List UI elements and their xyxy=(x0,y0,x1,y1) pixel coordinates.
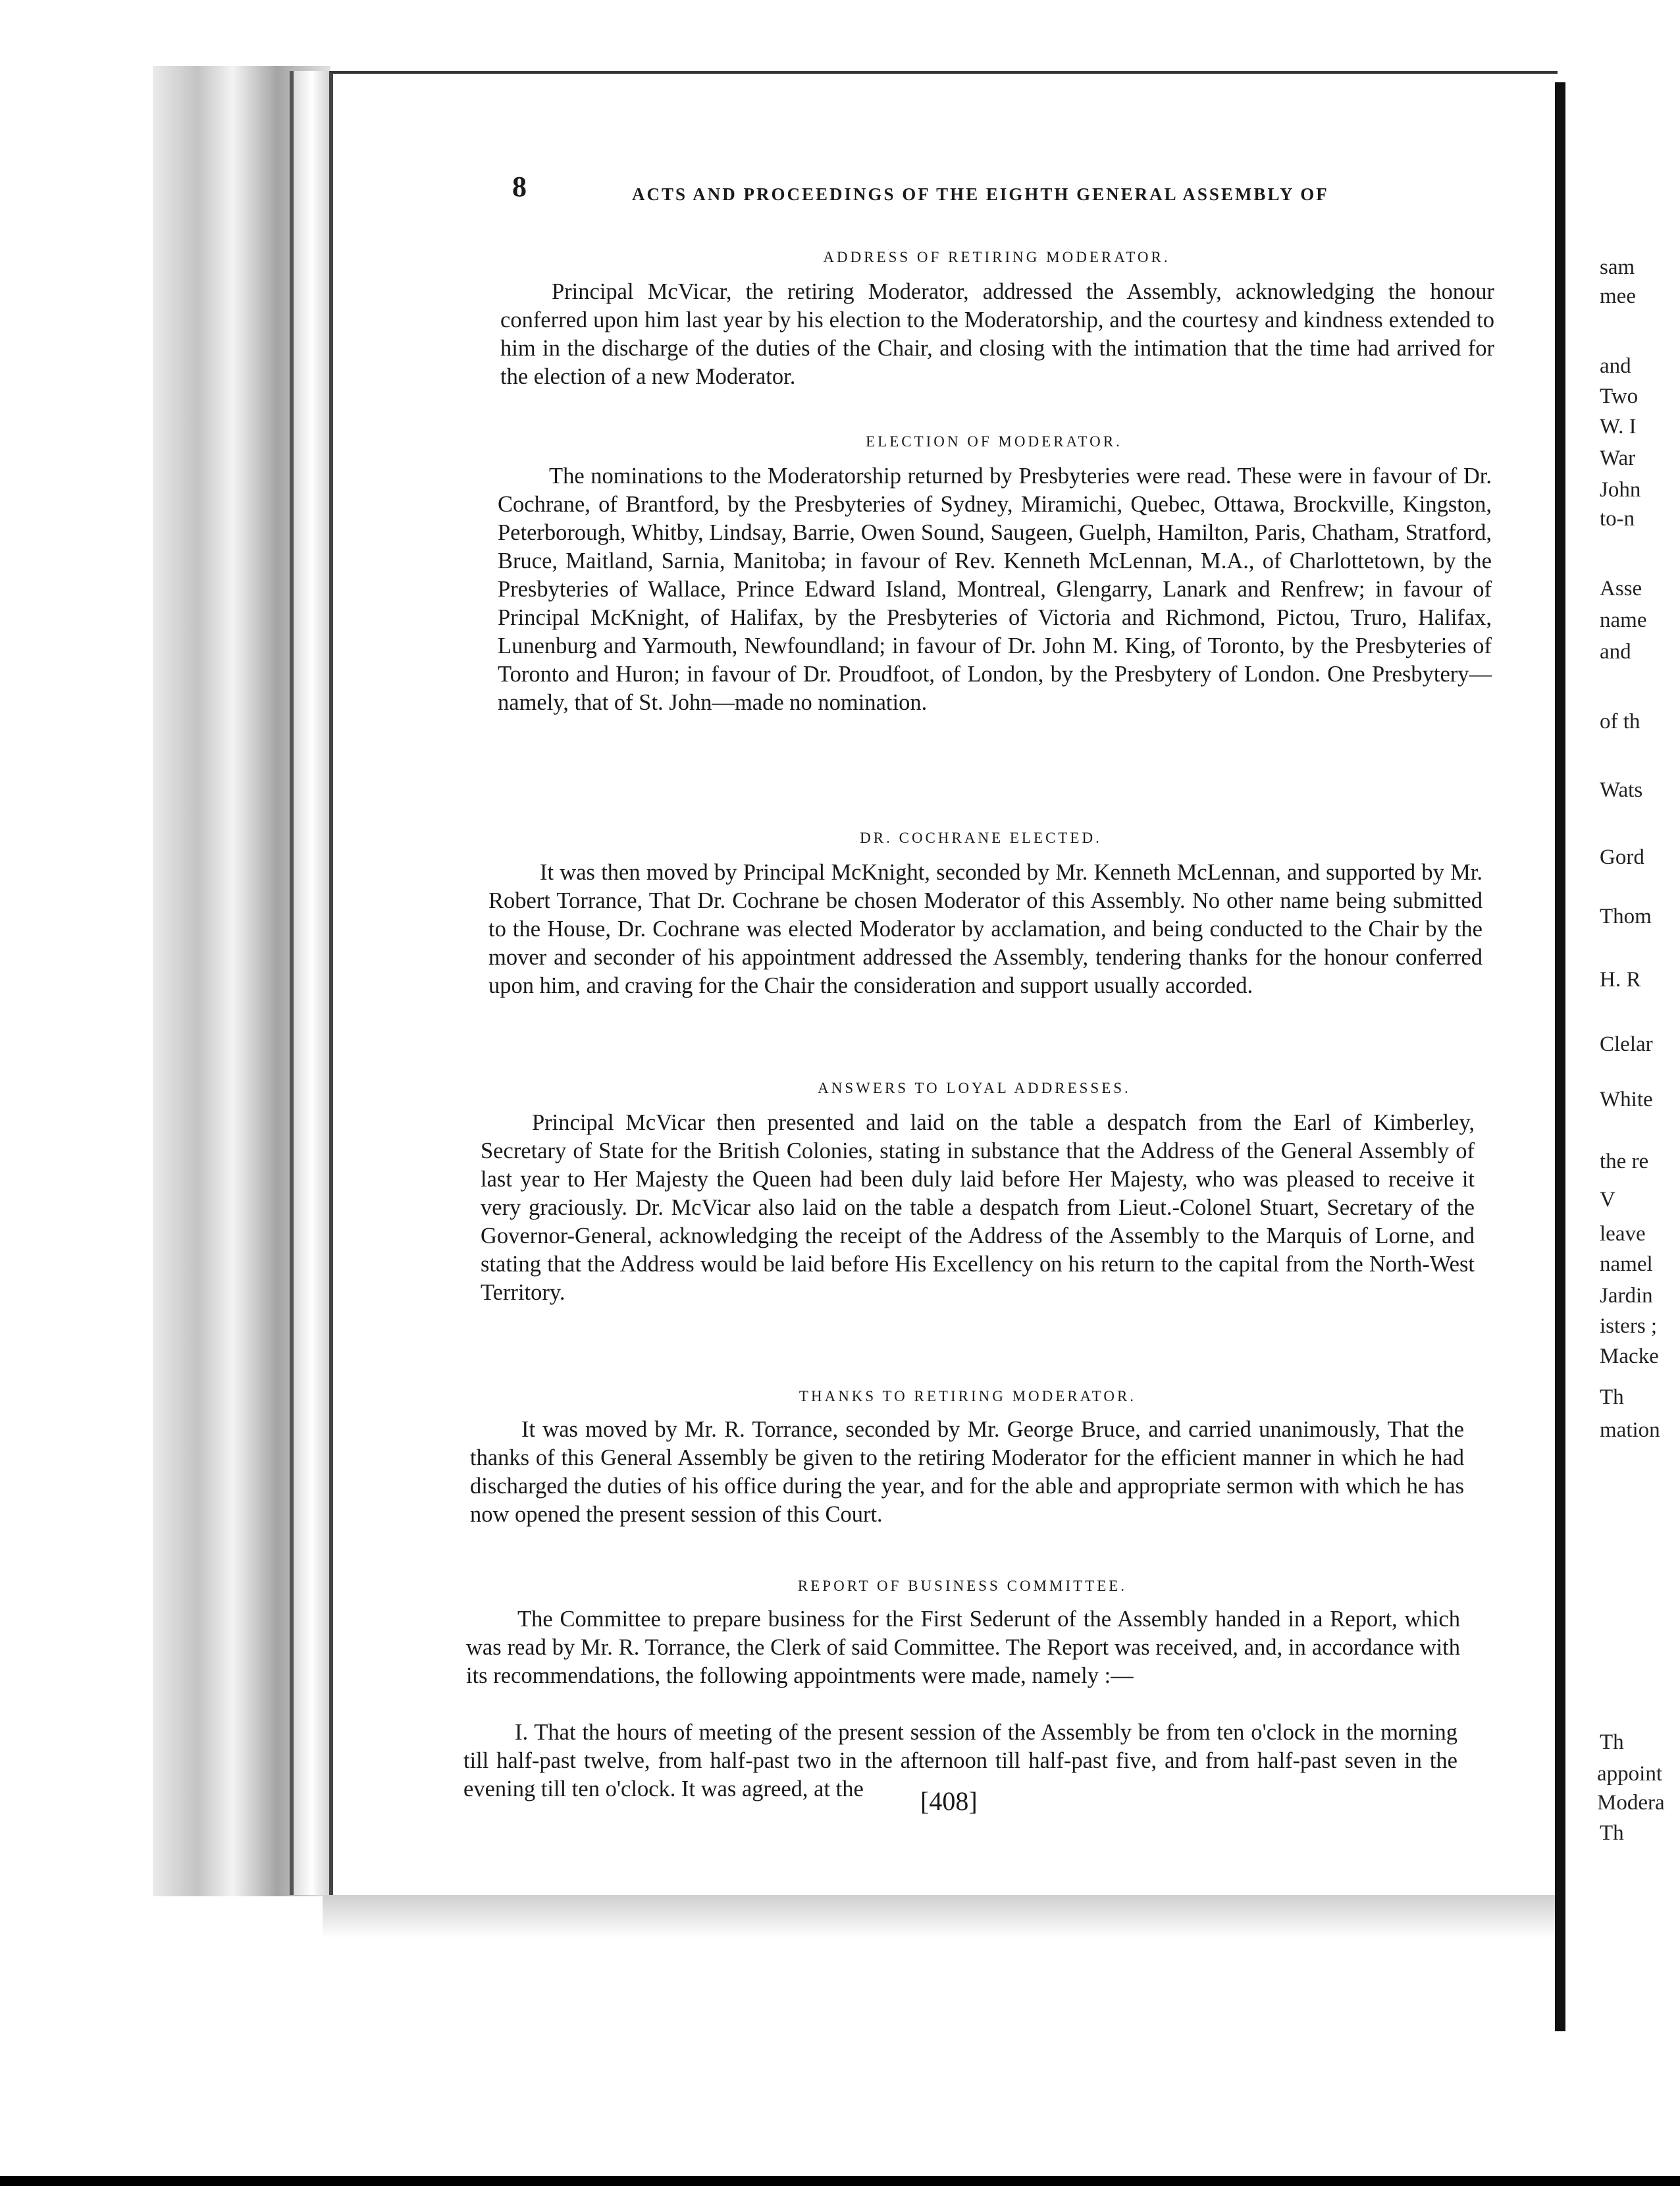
page-divider xyxy=(1555,82,1565,2031)
section-paragraph: The nominations to the Moderatorship returned by Presbyteries were read. These were in favour of Dr. Cochrane, of Brantford, by the Presbyteries of Sydney, Miramichi, Quebec, Ottawa, Brockville, Kingston, Peterborough, Whitby, Lindsay, Barrie, Owen Sound, Saugeen, Guelph, Hamilton, Paris, Chatham, Stratford, Bruce, Maitland, Sarnia, Manitoba; in favour of Rev. Kenneth McLennan, M.A., of Charlottetown, by the Presbyteries of Wallace, Prince Edward Island, Montreal, Glengarry, Lanark and Renfrew; in favour of Principal McKnight, of Halifax, by the Presbyteries of Victoria and Richmond, Pictou, Truro, Halifax, Lunenburg and Yarmouth, Newfoundland; in favour of Dr. John M. King, of Toronto, by the Presbyteries of Toronto and Huron; in favour of Dr. Proudfoot, of London, by the Presbytery of London. One Presbytery—namely, that of St. John—made no nomination. xyxy=(498,464,1492,715)
adjacent-page-fragment: W. I xyxy=(1600,415,1637,439)
section-heading: DR. COCHRANE ELECTED. xyxy=(860,830,1102,846)
adjacent-page-fragment: Th xyxy=(1600,1821,1624,1845)
section-heading: ANSWERS TO LOYAL ADDRESSES. xyxy=(818,1080,1131,1096)
adjacent-page-fragment: White xyxy=(1600,1088,1653,1111)
section-heading: THANKS TO RETIRING MODERATOR. xyxy=(799,1388,1137,1404)
adjacent-page-fragment: Modera xyxy=(1597,1791,1665,1815)
section-paragraph: The Committee to prepare business for the First Sederunt of the Assembly handed in a Report, which was read by Mr. R. Torrance, the Clerk of said Committee. The Report was received, and, in accordance with its recommendations, the following appointments were made, namely :— xyxy=(466,1607,1460,1688)
adjacent-page-fragment: the re xyxy=(1600,1150,1649,1173)
adjacent-page-fragment: Thom xyxy=(1600,905,1652,928)
folio-number: [408] xyxy=(920,1786,978,1816)
section-heading: REPORT OF BUSINESS COMMITTEE. xyxy=(797,1578,1128,1594)
adjacent-page-fragment: sam xyxy=(1600,255,1635,279)
adjacent-page-fragment: Jardin xyxy=(1600,1284,1653,1308)
section-paragraph: Principal McVicar then presented and laid on the table a despatch from the Earl of Kimberley, Secretary of State for the British Colonies, stating in substance that the Address of the General Assembly of last year to Her Majesty the Queen had been duly laid before Her Majesty, who was pleased to receive it very graciously. Dr. McVicar also laid on the table a despatch from Lieut.-Colonel Stuart, Secretary of the Governor-General, acknowledging the receipt of the Address of the Assembly to the Marquis of Lorne, and stating that the Address would be laid before His Excellency on his return to the capital from the North-West Territory. xyxy=(481,1110,1475,1305)
adjacent-page-fragment: Wats xyxy=(1600,778,1643,802)
adjacent-page-fragment: and xyxy=(1600,640,1631,664)
item-one-paragraph: I. That the hours of meeting of the present session of the Assembly be from ten o'clock in the morning till half-past twelve, from half-past two in the afternoon till half-past five, and from half-past seven in the evening till ten o'clock. It was agreed, at the xyxy=(463,1720,1457,1801)
adjacent-page-fragment: of th xyxy=(1600,710,1641,733)
adjacent-page-fragment: to-n xyxy=(1600,507,1635,531)
page-number: 8 xyxy=(512,171,527,203)
page-bottom-edge xyxy=(323,1895,1560,2040)
adjacent-page-fragment: mation xyxy=(1600,1418,1660,1442)
adjacent-page-fragment: Clelar xyxy=(1600,1032,1653,1056)
adjacent-page-fragment: Th xyxy=(1600,1730,1624,1754)
adjacent-page-fragment: appoint xyxy=(1597,1762,1662,1786)
adjacent-page-fragment: War xyxy=(1600,446,1636,470)
adjacent-page-fragment: John xyxy=(1600,478,1641,502)
adjacent-page-fragment: V xyxy=(1600,1188,1615,1212)
adjacent-page-fragment: leave xyxy=(1600,1222,1646,1246)
scan-bottom-edge xyxy=(0,2176,1680,2186)
adjacent-page-fragment: name xyxy=(1600,608,1647,632)
section-paragraph: It was then moved by Principal McKnight, seconded by Mr. Kenneth McLennan, and supported by Mr. Robert Torrance, That Dr. Cochrane be chosen Moderator of this Assembly. No other name being submitted to the House, Dr. Cochrane was elected Moderator by acclamation, and being conducted to the Chair by the mover and seconder of his appointment addressed the Assembly, tendering thanks for the honour conferred upon him, and craving for the Chair the consideration and support usually accorded. xyxy=(488,860,1483,998)
adjacent-page-fragment: H. R xyxy=(1600,968,1641,992)
adjacent-page-fragment: Two xyxy=(1600,385,1639,408)
adjacent-page-fragment: Macke xyxy=(1600,1345,1659,1368)
adjacent-page-fragment: isters ; xyxy=(1600,1314,1658,1338)
adjacent-page-fragment: Th xyxy=(1600,1385,1624,1409)
adjacent-page-fragment: Asse xyxy=(1600,577,1642,600)
section-heading: ADDRESS OF RETIRING MODERATOR. xyxy=(823,249,1170,265)
adjacent-page-fragment: namel xyxy=(1600,1252,1653,1276)
running-head: ACTS AND PROCEEDINGS OF THE EIGHTH GENERAL ASSEMBLY OF xyxy=(632,184,1329,204)
adjacent-page-fragment: and xyxy=(1600,354,1631,378)
section-paragraph: It was moved by Mr. R. Torrance, seconded by Mr. George Bruce, and carried unanimously, That the thanks of this General Assembly be given to the retiring Moderator for the efficient manner in which he had discharged the duties of his office during the year, and for the able and appropriate sermon with which he has now opened the present session of this Court. xyxy=(470,1417,1464,1527)
section-heading: ELECTION OF MODERATOR. xyxy=(866,433,1122,450)
adjacent-page-fragment: Gord xyxy=(1600,845,1644,869)
section-paragraph: Principal McVicar, the retiring Moderator, addressed the Assembly, acknowledging the honour conferred upon him last year by his election to the Moderatorship, and the courtesy and kindness extended to him in the discharge of the duties of the Chair, and closing with the intimation that the time had arrived for the election of a new Moderator. xyxy=(500,279,1494,389)
adjacent-page-fragment: mee xyxy=(1600,284,1636,308)
